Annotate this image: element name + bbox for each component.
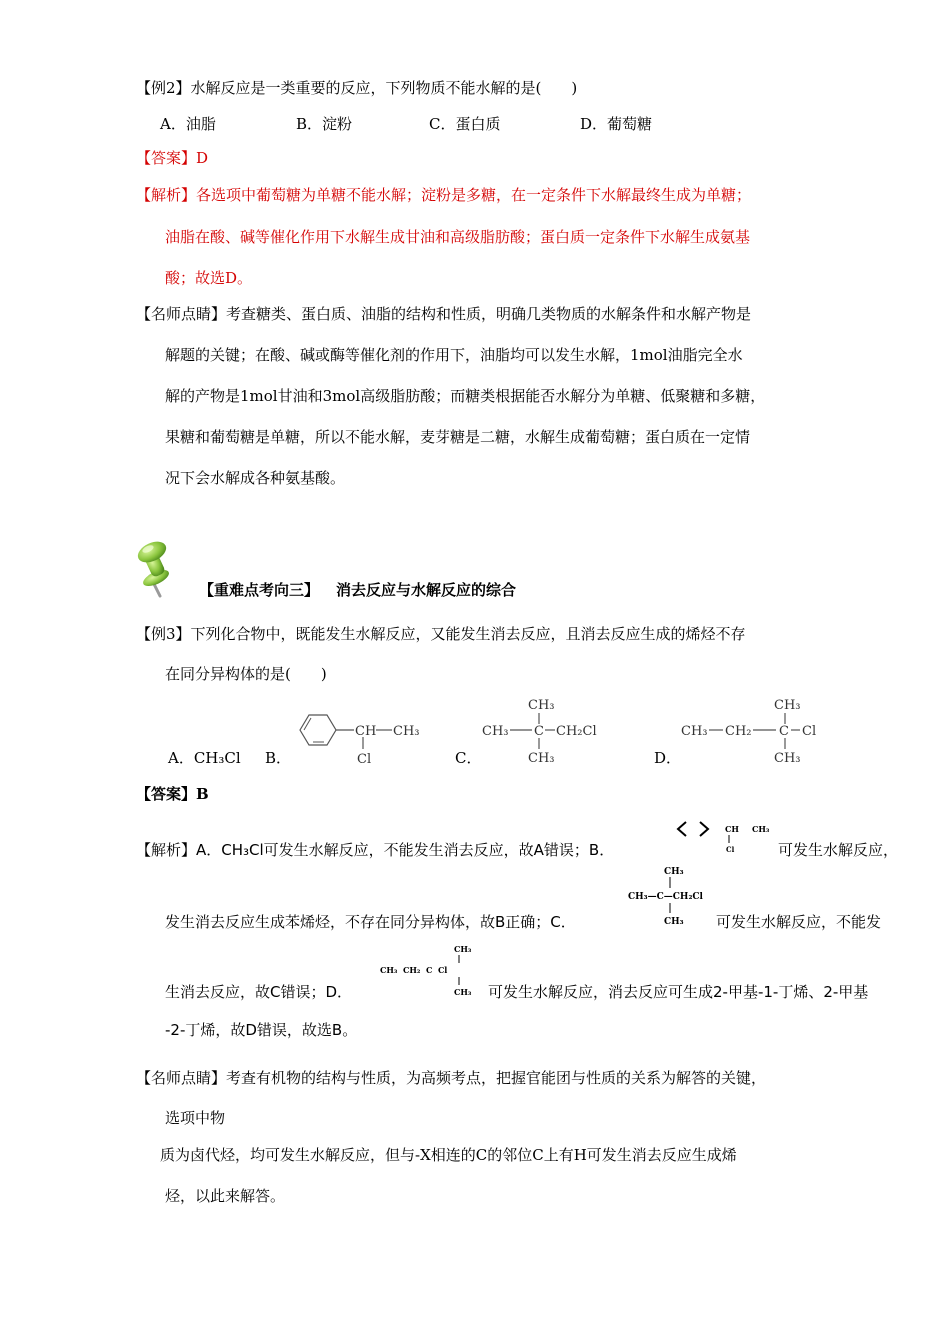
ex2-tip-line-5: 况下会水解成各种氨基酸。	[165, 469, 346, 487]
mini-b-cl: Cl	[726, 845, 735, 854]
mini-d-ch3-bottom: CH₃	[454, 987, 472, 997]
pushpin-icon	[130, 538, 186, 600]
struct-d-cl: Cl	[802, 724, 817, 739]
ex3-question-line-2: 在同分异构体的是( )	[165, 665, 327, 683]
struct-c-ch3-left: CH₃	[482, 724, 509, 739]
mini-structure-b	[672, 818, 772, 858]
ex3-question-line-1: 【例3】下列化合物中，既能发生水解反应，又能发生消去反应，且消去反应生成的烯烃不存	[136, 625, 746, 643]
ex3-analysis-line-3a: 生消去反应，故C错误；D．	[165, 983, 353, 1001]
ex2-analysis-line-1: 【解析】各选项中葡萄糖为单糖不能水解；淀粉是多糖，在一定条件下水解最终生成为单糖；	[136, 186, 752, 204]
ex3-analysis-line-2b: 可发生水解反应，不能发	[716, 913, 882, 931]
mini-structure-c	[626, 862, 726, 928]
mini-structure-d	[378, 940, 488, 998]
ex3-analysis-line-4: -2-丁烯，故D错误，故选B。	[165, 1021, 358, 1039]
mini-c-line: CH₃—C—CH₂Cl	[628, 892, 703, 902]
ex3-answer: 【答案】B	[136, 785, 209, 803]
ex3-option-d: D．	[654, 749, 682, 767]
mini-d-line: CH₃ CH₂ C Cl	[380, 965, 448, 975]
ex3-tip-line-1: 【名师点睛】考查有机物的结构与性质，为高频考点，把握官能团与性质的关系为解答的关键，	[136, 1069, 767, 1087]
ex3-option-a: A．CH₃Cl	[168, 749, 241, 767]
ex3-analysis-line-3b: 可发生水解反应，消去反应可生成2-甲基-1-丁烯、2-甲基	[488, 983, 869, 1001]
ex3-analysis-line-1a: 【解析】A．CH₃Cl可发生水解反应，不能发生消去反应，故A错误；B．	[136, 841, 615, 859]
struct-d-ch3-left: CH₃	[681, 724, 708, 739]
mini-b-ch3: CH₃	[752, 824, 770, 834]
ex2-analysis-line-2: 油脂在酸、碱等催化作用下水解生成甘油和高级脂肪酸；蛋白质一定条件下水解生成氨基	[165, 228, 751, 246]
structure-c	[478, 696, 608, 770]
ex2-option-d: D．葡萄糖	[580, 115, 653, 133]
ex3-tip-line-2: 选项中物	[165, 1109, 226, 1127]
ex2-analysis-line-3: 酸；故选D。	[165, 269, 253, 287]
mini-c-ch3-top: CH₃	[664, 867, 684, 877]
structure-b	[292, 704, 432, 770]
ex2-question: 【例2】水解反应是一类重要的反应，下列物质不能水解的是( )	[136, 79, 578, 97]
ex3-tip-line-4: 烃，以此来解答。	[165, 1187, 286, 1205]
struct-d-ch3-bottom: CH₃	[774, 751, 801, 766]
ex2-tip-line-4: 果糖和葡萄糖是单糖，所以不能水解，麦芽糖是二糖，水解生成葡萄糖；蛋白质在一定情	[165, 428, 751, 446]
ex2-option-b: B．淀粉	[296, 115, 353, 133]
ex2-tip-line-3: 解的产物是1mol甘油和3mol高级脂肪酸；而糖类根据能否水解分为单糖、低聚糖和多糖，	[165, 387, 766, 405]
struct-c-ch3-bottom: CH₃	[528, 751, 555, 766]
ex3-option-c: C．	[455, 749, 482, 767]
ex2-tip-line-2: 解题的关键；在酸、碱或酶等催化剂的作用下，油脂均可以发生水解，1mol油脂完全水	[165, 346, 743, 364]
struct-b-cl: Cl	[357, 752, 372, 767]
mini-b-ch: CH	[725, 824, 739, 834]
mini-c-ch3-bottom: CH₃	[664, 917, 684, 927]
benzene-ring	[300, 715, 336, 745]
struct-d-ch3-top: CH₃	[774, 698, 801, 713]
struct-d-ch2: CH₂	[725, 724, 752, 739]
structure-d	[678, 696, 828, 770]
mini-d-ch3-top: CH₃	[454, 944, 472, 954]
struct-d-c: C	[779, 724, 789, 739]
struct-b-ch3: CH₃	[393, 724, 420, 739]
section-title-text: 消去反应与水解反应的综合	[336, 581, 517, 599]
ex3-analysis-line-2a: 发生消去反应生成苯烯烃，不存在同分异构体，故B正确；C．	[165, 913, 576, 931]
ex3-tip-line-3: 质为卤代烃，均可发生水解反应，但与-X相连的C的邻位C上有H可发生消去反应生成烯	[160, 1146, 737, 1164]
struct-c-ch2cl: CH₂Cl	[556, 724, 597, 739]
ex3-analysis-line-1b: 可发生水解反应，	[778, 841, 899, 859]
ex2-option-c: C．蛋白质	[429, 115, 501, 133]
struct-c-c: C	[534, 724, 544, 739]
ex2-tip-line-1: 【名师点睛】考查糖类、蛋白质、油脂的结构和性质，明确几类物质的水解条件和水解产物是	[136, 305, 752, 323]
struct-b-ch: CH	[355, 724, 377, 739]
struct-c-ch3-top: CH₃	[528, 698, 555, 713]
section-title-tag: 【重难点考向三】	[199, 581, 320, 599]
ex2-option-a: A．油脂	[160, 115, 216, 133]
ex3-option-b: B．	[265, 749, 292, 767]
ex2-answer: 【答案】D	[136, 149, 209, 167]
